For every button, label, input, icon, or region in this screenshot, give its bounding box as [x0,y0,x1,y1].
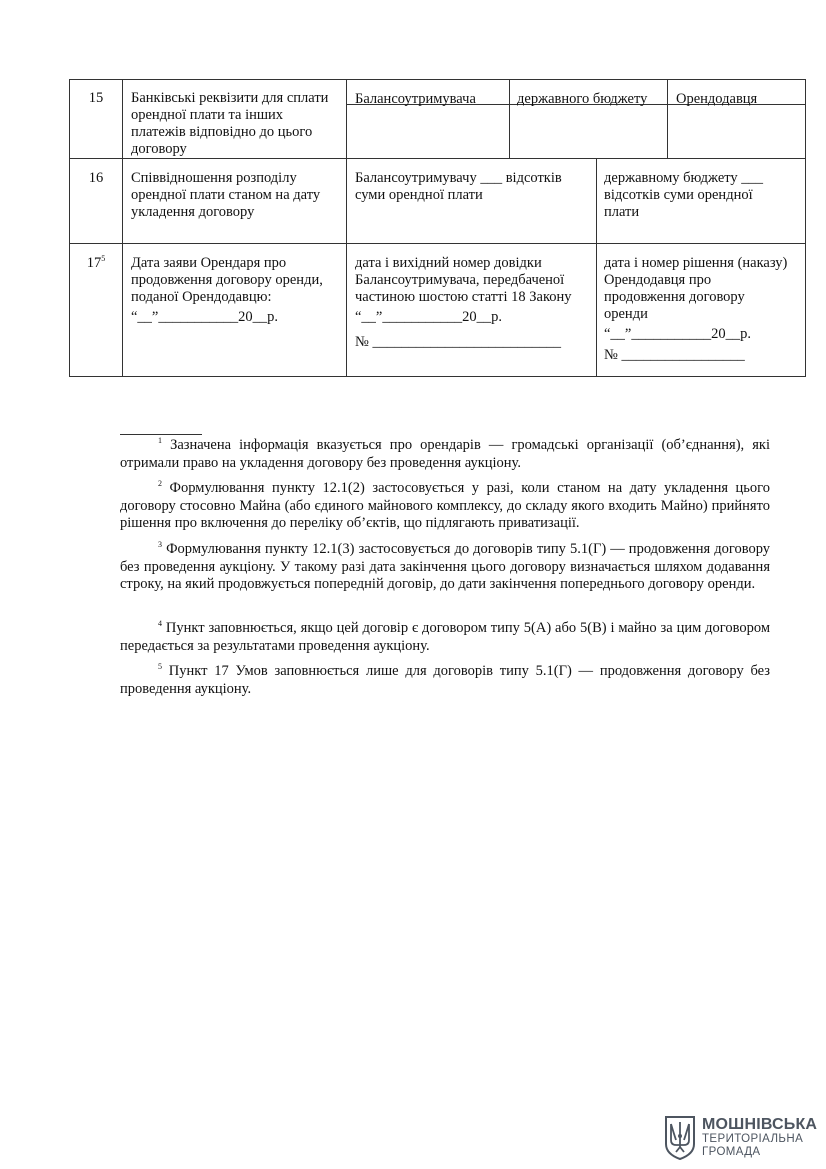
text-line: Банківські реквізити для сплати [131,90,329,106]
footnote-text: Формулювання пункту 12.1(2) застосовується у разі, коли станом на дату укладення цього договору стосовно Майна (або єдиного майнового комплексу, до складу якого входить Майно) прийнято рішення про включення до переліку об’єктів, що підлягають приватизації. [120,480,771,531]
number-placeholder: № __________________________ [355,334,561,350]
date-placeholder: “__”___________20__р. [604,326,751,342]
text-line: укладення договору [131,204,255,220]
row-divider [70,243,805,244]
text-line: оренди [604,306,648,322]
balance-holder-share [355,170,593,204]
text-line: суми орендної плати [355,187,483,203]
row-number [70,255,122,272]
footnote [120,541,770,594]
text-line: дата і номер рішення (наказу) [604,255,788,271]
text-line: Орендодавця про [604,272,712,288]
column-divider [509,80,510,158]
text-line: державному бюджету ___ [604,170,764,186]
text-line: поданої Орендодавцю: [131,289,272,305]
footnote-mark: 3 [158,540,162,550]
decision-details [604,255,804,364]
community-logo [664,1114,818,1162]
lease-terms-table [69,79,806,377]
text-line: частиною шостою статті 18 Закону [355,289,572,305]
date-placeholder: “__”___________20__р. [355,309,502,325]
column-divider [667,80,668,158]
text-line: орендної плати та інших [131,107,284,123]
footnote-mark: 5 [101,254,106,264]
row-divider [70,158,805,159]
column-header-lessor: Орендодавця [676,91,758,107]
row-number: 15 [88,90,104,106]
logo-line: ГРОМАДА [702,1146,761,1158]
footnote [120,620,770,655]
column-divider [596,158,597,376]
text-line: орендної плати станом на дату [131,187,321,203]
row-label [131,170,343,221]
row-number-text: 17 [86,255,102,271]
footnote-text: Формулювання пункту 12.1(3) застосовується до договорів типу 5.1(Г) — продовження договору без проведення аукціону. У такому разі дата закінчення цього договору визначається шляхом додавання строку, на який продовжується попередній договір, до дати закінчення попереднього договору оренди. [120,541,771,592]
number-placeholder: № _________________ [604,347,745,363]
footnote-mark: 5 [158,662,162,672]
column-divider [122,80,123,376]
date-placeholder: “__”___________20__р. [131,309,278,325]
row-label [131,255,343,326]
footnote-text: Зазначена інформація вказується про орендарів — громадські організації (об’єднання), які отримали право на укладення договору без проведення аукціону. [120,437,771,471]
footnote-text: Пункт 17 Умов заповнюється лише для договорів типу 5.1(Г) — продовження договору без проведення аукціону. [120,663,771,697]
logo-text [702,1116,817,1159]
logo-line: ТЕРИТОРІАЛЬНА [702,1133,804,1145]
text-line: Дата заяви Орендаря про [131,255,287,271]
footnote-mark: 2 [158,479,162,489]
footnote-separator [120,434,202,435]
footnote [120,480,770,533]
text-line: відсотків суми орендної [604,187,753,203]
text-line: продовження договору оренди, [131,272,323,288]
text-line: Балансоутримувачу ___ відсотків [355,170,562,186]
row-number: 16 [88,170,104,186]
certificate-details [355,255,595,351]
footnote [120,437,770,472]
text-line: дата і вихідний номер довідки [355,255,542,271]
footnote-text: Пункт заповнюється, якщо цей договір є договором типу 5(А) або 5(В) і майно за цим договором передається за результатами проведення аукціону. [120,620,770,654]
text-line: плати [604,204,640,220]
column-header-state-budget: державного бюджету [517,91,648,107]
text-line: договору [131,141,187,157]
trident-emblem-icon [664,1114,696,1160]
text-line: Балансоутримувача, передбаченої [355,272,565,288]
state-budget-share [604,170,804,221]
column-divider [346,80,347,376]
footnote [120,663,770,698]
text-line: Співвідношення розподілу [131,170,297,186]
text-line: платежів відповідно до цього [131,124,313,140]
column-header-balance-holder: Балансоутримувача [355,91,476,107]
row-label [131,90,343,158]
footnote-mark: 1 [158,436,162,446]
footnote-mark: 4 [158,619,162,629]
text-line: продовження договору [604,289,745,305]
logo-line: МОШНІВСЬКА [702,1116,818,1133]
